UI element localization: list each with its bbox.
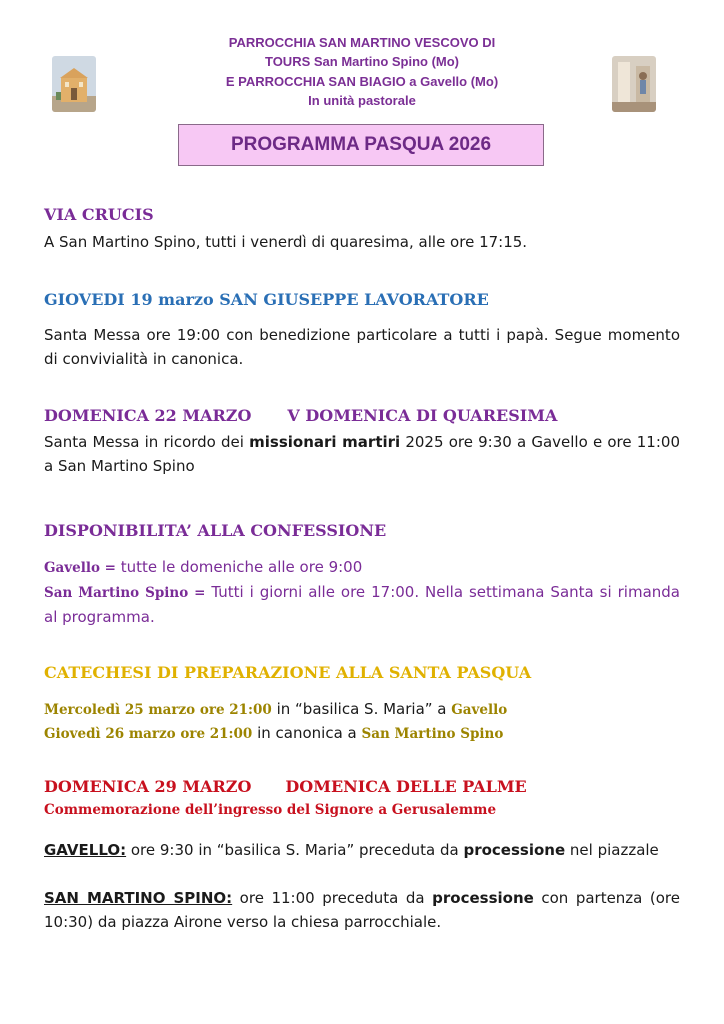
catechesi-row-1-place: Gavello [451,702,508,718]
confessione-gavello [44,555,680,580]
palme-title: DOMENICA DELLE PALME [285,777,527,796]
page-title: PROGRAMMA PASQUA 2026 [178,124,544,166]
church-san-martino-image [52,56,96,112]
catechesi-row-2-date: Giovedì 26 marzo ore 21:00 [44,726,253,742]
palme-gavello-bold: processione [463,841,566,859]
domenica-22-date: DOMENICA 22 MARZO [44,406,252,425]
confessione-smspino-label: San Martino Spino = [44,585,206,601]
giovedi-text: Santa Messa ore 19:00 con benedizione particolare a tutti i papà. Segue momento di convivialità in canonica. [44,326,680,368]
via-crucis-text: A San Martino Spino, tutti i venerdì di quaresima, alle ore 17:15. [44,233,528,251]
domenica-22-text [44,430,680,478]
confessione-heading: DISPONIBILITA’ ALLA CONFESSIONE [44,521,387,540]
domenica-22-heading [44,405,557,427]
church-san-biagio-image [612,56,656,112]
via-crucis-heading: VIA CRUCIS [44,205,154,224]
palme-subheading: Commemorazione dell’ingresso del Signore a Gerusalemme [44,802,497,818]
catechesi-row-2-text: in canonica a [252,724,362,742]
domenica-22-text-bold: missionari martiri [249,433,401,451]
palme-heading [44,776,527,798]
palme-date: DOMENICA 29 MARZO [44,777,252,796]
palme-gavello-text-a: ore 9:30 in “basilica S. Maria” preceduta da [126,841,464,859]
catechesi-heading: CATECHESI DI PREPARAZIONE ALLA SANTA PASQUA [44,663,532,682]
confessione-gavello-label: Gavello = [44,560,116,576]
header-line-1: PARROCCHIA SAN MARTINO VESCOVO DI [228,35,496,50]
domenica-22-text-a: Santa Messa in ricordo dei [44,433,250,451]
palme-gavello [44,838,680,862]
catechesi-row-1-text: in “basilica S. Maria” a [271,700,452,718]
domenica-22-title: V DOMENICA DI QUARESIMA [287,406,558,425]
catechesi-row-1-date: Mercoledì 25 marzo ore 21:00 [44,702,272,718]
domenica-22-text-b: 2025 ore 9:30 a Gavello e ore 11:00 a San Martino Spino [44,433,680,475]
header-line-2: TOURS San Martino Spino (Mo) [264,54,460,69]
palme-gavello-text-b: nel piazzale [565,841,659,859]
catechesi-row-2 [44,721,680,746]
palme-smspino-text-b: con partenza (ore 10:30) da piazza Airone verso la chiesa parrocchiale. [44,889,680,931]
header-line-3: E PARROCCHIA SAN BIAGIO a Gavello (Mo) [225,74,499,89]
header-line-4: In unità pastorale [308,93,416,108]
confessione-gavello-text: tutte le domeniche alle ore 9:00 [115,558,363,576]
palme-gavello-label: GAVELLO: [44,841,127,859]
palme-smspino [44,886,680,934]
palme-smspino-bold: processione [432,889,534,907]
catechesi-row-1 [44,697,680,722]
palme-smspino-label: SAN MARTINO SPINO: [44,889,233,907]
catechesi-row-2-place: San Martino Spino [361,726,504,742]
palme-smspino-text-a: ore 11:00 preceduta da [232,889,433,907]
confessione-smspino [44,580,680,629]
giovedi-heading: GIOVEDI 19 marzo SAN GIUSEPPE LAVORATORE [44,290,489,309]
confessione-smspino-text: Tutti i giorni alle ore 17:00. Nella settimana Santa si rimanda al programma. [44,583,680,626]
